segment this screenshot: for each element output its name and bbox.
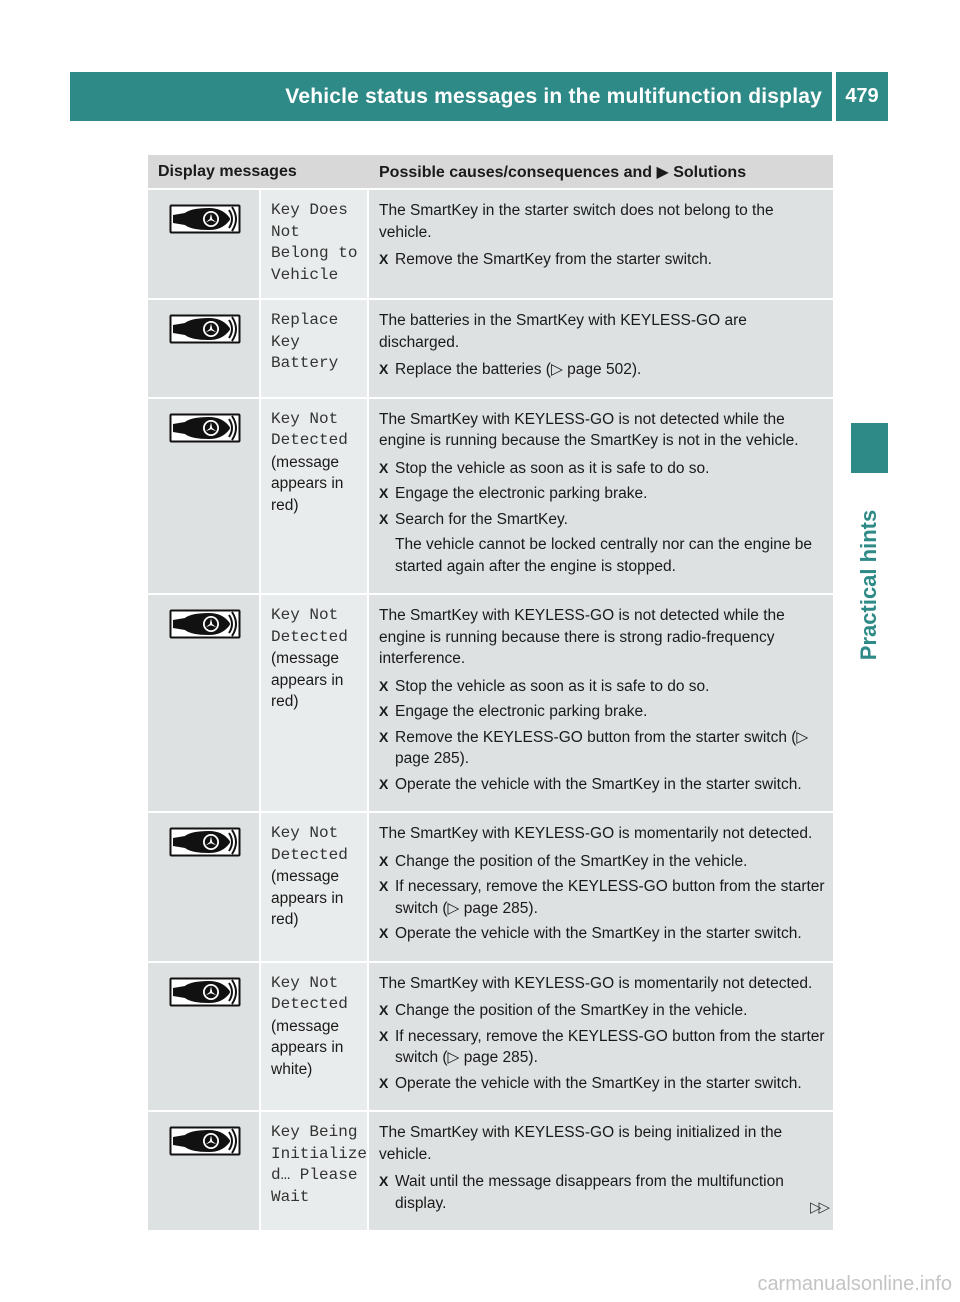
icon-cell <box>148 190 259 300</box>
message-cell <box>259 963 369 1113</box>
solution-cell <box>369 190 833 300</box>
display-message: Key Does Not Belong to Vehicle <box>271 201 358 284</box>
display-message: Key Not Detected <box>271 409 348 449</box>
solution-cell <box>369 813 833 963</box>
smartkey-icon <box>169 609 241 639</box>
solution-steps <box>379 458 825 578</box>
message-cell <box>259 595 369 813</box>
header-title: Vehicle status messages in the multifunction display <box>285 84 822 108</box>
smartkey-icon <box>169 1126 241 1156</box>
table-row <box>148 963 833 1113</box>
watermark: carmanualsonline.info <box>757 1273 952 1295</box>
table-row <box>148 813 833 963</box>
solution-step: X If necessary, remove the KEYLESS-GO button from the starter switch (▷ page 285). <box>379 876 825 919</box>
solution-cell <box>369 300 833 399</box>
icon-cell <box>148 813 259 963</box>
smartkey-icon <box>169 314 241 344</box>
icon-cell <box>148 1112 259 1232</box>
solution-step: X Operate the vehicle with the SmartKey in the starter switch. <box>379 1073 825 1095</box>
page-header <box>70 72 832 121</box>
message-cell <box>259 300 369 399</box>
smartkey-icon <box>169 827 241 857</box>
solution-step: X Wait until the message disappears from the multifunction display. <box>379 1171 825 1214</box>
solution-step: X Search for the SmartKey. <box>379 509 825 531</box>
solution-steps <box>379 1171 828 1216</box>
solution-steps <box>379 1000 825 1094</box>
message-cell <box>259 190 369 300</box>
solution-cell <box>369 399 833 596</box>
table-row <box>148 300 833 399</box>
status-messages-table <box>148 155 833 1232</box>
display-message: Key Not Detected <box>271 824 348 864</box>
message-cell <box>259 399 369 596</box>
display-message: Key Not Detected <box>271 606 348 646</box>
solution-step: X Change the position of the SmartKey in the vehicle. <box>379 1000 825 1022</box>
cause-text: The SmartKey with KEYLESS-GO is not detected while the engine is running because there is strong radio-frequency interference. <box>379 607 785 667</box>
solution-step: X Engage the electronic parking brake. <box>379 483 825 505</box>
cause-text: The SmartKey in the starter switch does not belong to the vehicle. <box>379 202 774 241</box>
table-row <box>148 1112 833 1232</box>
solution-steps <box>379 676 825 796</box>
solution-cell <box>369 595 833 813</box>
message-cell <box>259 1112 369 1232</box>
section-tab-marker <box>851 423 888 473</box>
icon-cell <box>148 300 259 399</box>
solution-step: X Operate the vehicle with the SmartKey in the starter switch. <box>379 774 825 796</box>
solution-step: X If necessary, remove the KEYLESS-GO button from the starter switch (▷ page 285). <box>379 1026 825 1069</box>
message-cell <box>259 813 369 963</box>
display-message: Replace Key Battery <box>271 311 339 372</box>
solution-step: X Stop the vehicle as soon as it is safe to do so. <box>379 676 825 698</box>
section-label: Practical hints <box>856 509 881 661</box>
icon-cell <box>148 595 259 813</box>
solution-step: X Change the position of the SmartKey in the vehicle. <box>379 851 825 873</box>
solution-step-note: The vehicle cannot be locked centrally nor can the engine be started again after the engine is stopped. <box>395 536 813 575</box>
solution-step: X Remove the SmartKey from the starter switch. <box>379 249 825 271</box>
cause-text: The SmartKey with KEYLESS-GO is not detected while the engine is running because the SmartKey is not in the vehicle. <box>379 410 799 449</box>
solution-cell <box>369 1112 833 1232</box>
continue-arrows: ▷▷ <box>810 1199 828 1216</box>
solution-step: X Remove the KEYLESS-GO button from the starter switch (▷ page 285). <box>379 727 825 770</box>
page-number-box <box>836 72 888 121</box>
solution-steps <box>379 851 825 945</box>
page-number: 479 <box>845 85 879 107</box>
table-row <box>148 595 833 813</box>
solution-steps <box>379 249 825 271</box>
column-header-solutions: Possible causes/consequences and ▶ Solutions <box>369 155 833 190</box>
icon-cell <box>148 399 259 596</box>
solution-steps <box>379 359 825 381</box>
solution-step: X Engage the electronic parking brake. <box>379 701 825 723</box>
smartkey-icon <box>169 413 241 443</box>
icon-cell <box>148 963 259 1113</box>
solution-step: X Stop the vehicle as soon as it is safe to do so. <box>379 458 825 480</box>
table-row <box>148 190 833 300</box>
message-note: (message appears in white) <box>271 1017 344 1078</box>
column-header-display: Display messages <box>148 155 369 190</box>
message-note: (message appears in red) <box>271 453 344 514</box>
display-message: Key Not Detected <box>271 973 348 1013</box>
cause-text: The batteries in the SmartKey with KEYLESS-GO are discharged. <box>379 312 747 351</box>
cause-text: The SmartKey with KEYLESS-GO is being initialized in the vehicle. <box>379 1124 783 1163</box>
message-note: (message appears in red) <box>271 868 344 928</box>
cause-text: The SmartKey with KEYLESS-GO is momentarily not detected. <box>379 825 813 842</box>
display-message: Key Being Initialize d… Please Wait <box>271 1123 368 1206</box>
cause-text: The SmartKey with KEYLESS-GO is momentarily not detected. <box>379 974 813 992</box>
table-row <box>148 399 833 596</box>
solution-cell <box>369 963 833 1113</box>
message-note: (message appears in red) <box>271 650 344 710</box>
table-header-row <box>148 155 833 190</box>
solution-step: X Replace the batteries (▷ page 502). <box>379 359 825 381</box>
solution-step: X Operate the vehicle with the SmartKey in the starter switch. <box>379 923 825 945</box>
smartkey-icon <box>169 977 241 1007</box>
smartkey-icon <box>169 204 241 234</box>
